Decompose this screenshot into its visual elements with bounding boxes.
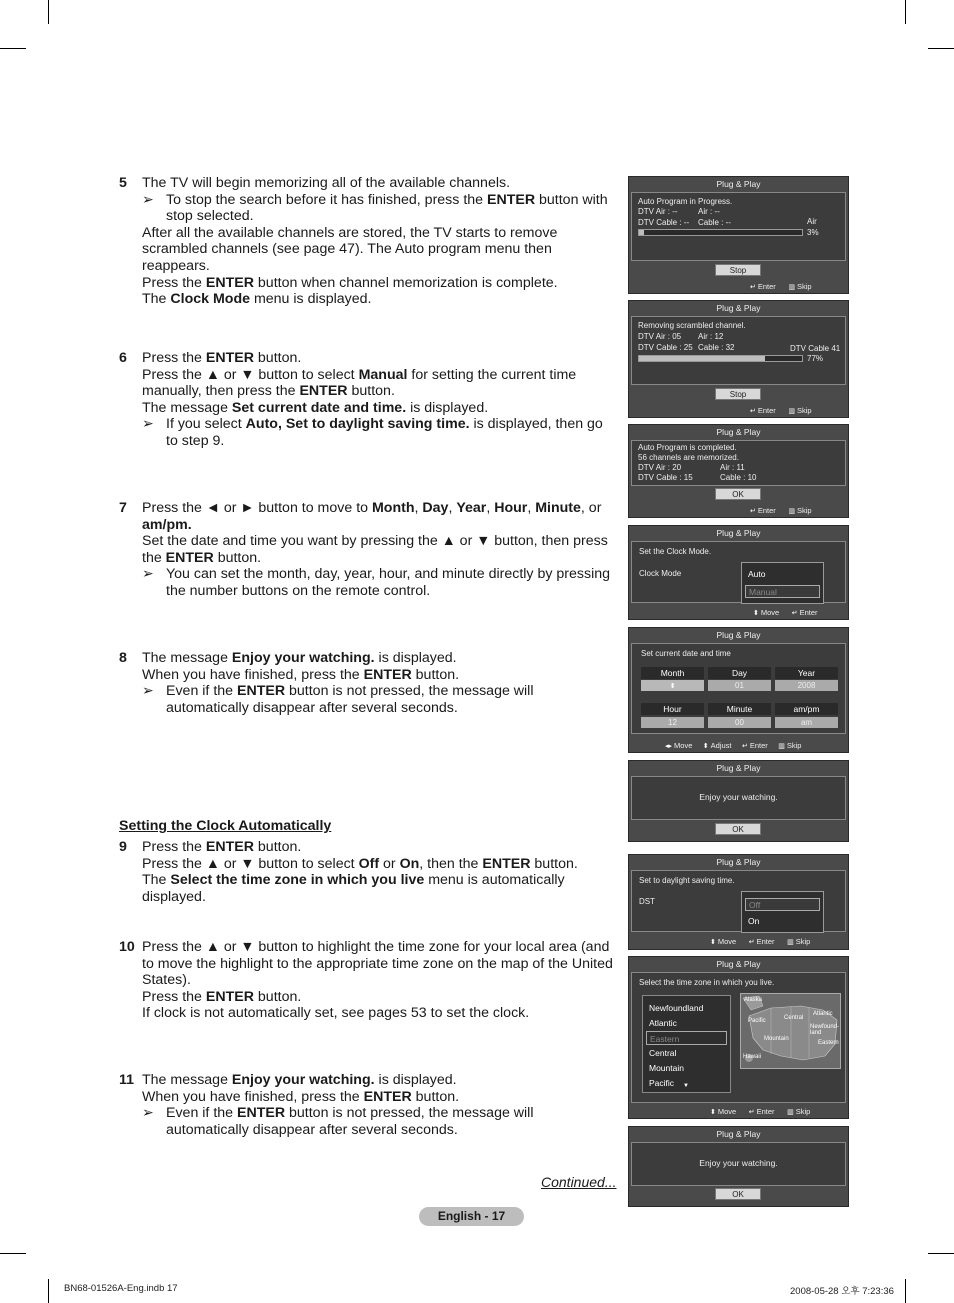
year-field[interactable]: 2008 (775, 680, 838, 691)
ampm-field[interactable]: am (775, 717, 838, 728)
dst-dropdown[interactable] (741, 891, 824, 933)
osd-message: Enjoy your watching. (699, 792, 778, 802)
crop-mark (905, 0, 906, 24)
osd-date-time (628, 627, 849, 753)
day-label: Day (708, 667, 771, 679)
step-text: Press the ◄ or ► button to move to Month, Day, Year, Hour, Minute, or am/pm. (142, 500, 602, 533)
osd-title: Plug & Play (716, 1129, 761, 1139)
step-text: The Clock Mode menu is displayed. (142, 291, 372, 308)
osd-text: Cable : 32 (698, 343, 735, 352)
step-7 (119, 500, 614, 600)
osd-text: DTV Cable : -- (638, 218, 690, 227)
month-label: Month (641, 667, 704, 679)
osd-text: Air : 11 (720, 463, 745, 472)
step-text: If clock is not automatically set, see pages 53 to set the clock. (142, 1005, 530, 1022)
osd-text: Set the Clock Mode. (639, 547, 712, 556)
progress-bar (638, 229, 803, 236)
continued-label: Continued... (541, 1174, 617, 1190)
step-5 (119, 175, 614, 308)
crop-mark (48, 0, 49, 24)
crop-mark (0, 1253, 26, 1254)
step-number: 6 (119, 350, 127, 366)
osd-text: Air : -- (698, 207, 720, 216)
osd-content (631, 192, 846, 261)
osd-auto-program-progress (628, 176, 849, 294)
osd-text: DTV Cable : 15 (638, 473, 693, 482)
page-number-badge: English - 17 (419, 1207, 524, 1226)
osd-text: Air : 12 (698, 332, 724, 341)
ok-button[interactable]: OK (715, 488, 761, 500)
move-icon: ⬍ (710, 1109, 716, 1116)
osd-title: Plug & Play (716, 303, 761, 313)
ampm-label: am/pm (775, 703, 838, 715)
skip-icon: ▥ (788, 284, 795, 291)
map-label: Alaska (744, 997, 763, 1003)
step-text: Set the date and time you want by pressing the ▲ or ▼ button, then press the ENTER button. (142, 533, 608, 566)
ok-button[interactable]: OK (715, 823, 761, 835)
osd-content (631, 870, 846, 932)
osd-footer: ↵ Enter ▥ Skip (750, 506, 812, 515)
crop-mark (0, 48, 26, 49)
tz-item[interactable]: Eastern (646, 1031, 727, 1045)
step-text: Press the ENTER button. (142, 839, 302, 855)
osd-title: Plug & Play (716, 427, 761, 437)
osd-text: DTV Air : 20 (638, 463, 682, 472)
chevron-up-down-icon: ⬍ (669, 683, 676, 690)
crop-mark (928, 48, 954, 49)
step-9 (119, 839, 614, 905)
map-label: Newfound-land (810, 1024, 840, 1036)
skip-icon: ▥ (788, 408, 795, 415)
step-6 (119, 350, 614, 450)
tz-item[interactable]: Central (649, 1048, 677, 1058)
hour-field[interactable]: 12 (641, 717, 704, 728)
osd-title: Plug & Play (716, 630, 761, 640)
arrow-icon: ➢ (142, 683, 154, 700)
map-label: Mountain (764, 1036, 789, 1042)
arrow-icon: ➢ (142, 1105, 154, 1122)
option-manual[interactable]: Manual (745, 585, 820, 598)
step-text: Press the ▲ or ▼ button to select Manual for setting the current time manually, then press the ENTER button. (142, 366, 577, 400)
enter-icon: ↵ (750, 284, 756, 291)
osd-content (631, 776, 846, 820)
map-label: Central (784, 1015, 804, 1021)
osd-text: Select the time zone in which you live. (639, 978, 775, 987)
osd-content (631, 316, 846, 385)
clock-mode-dropdown[interactable] (741, 562, 824, 604)
skip-icon: ▥ (787, 1109, 794, 1116)
hour-label: Hour (641, 703, 704, 715)
osd-footer: ↵ Enter ▥ Skip (750, 406, 812, 415)
up-down-icon: ⬍ (702, 743, 709, 750)
osd-clock-mode (628, 525, 849, 620)
arrow-icon: ➢ (142, 191, 154, 208)
map-label: Pacific (748, 1018, 766, 1024)
osd-text: Air (807, 217, 817, 226)
option-auto[interactable]: Auto (748, 569, 766, 579)
osd-text: DTV Cable : 25 (638, 343, 693, 352)
enter-icon: ↵ (748, 1109, 755, 1116)
arrow-icon: ➢ (142, 566, 154, 583)
time-zone-list[interactable] (642, 995, 731, 1093)
osd-text: Set to daylight saving time. (639, 876, 735, 885)
step-11 (119, 1072, 614, 1138)
osd-content (631, 440, 846, 486)
osd-title: Plug & Play (716, 857, 761, 867)
osd-text: Auto Program is completed. (638, 443, 737, 452)
osd-auto-program-completed (628, 424, 849, 518)
us-time-zone-map (740, 993, 841, 1069)
step-text: The message Enjoy your watching. is displayed. (142, 650, 457, 666)
osd-content (631, 643, 846, 734)
map-label: Atlantic (813, 1011, 833, 1017)
map-label: Eastern (818, 1040, 839, 1046)
stop-button[interactable]: Stop (715, 264, 761, 276)
step-number: 5 (119, 175, 127, 191)
osd-title: Plug & Play (716, 179, 761, 189)
step-text: When you have finished, press the ENTER button. (142, 1088, 460, 1105)
section-title: Setting the Clock Automatically (119, 818, 332, 834)
arrow-icon: ➢ (142, 416, 154, 433)
enter-icon: ↵ (748, 939, 755, 946)
osd-text: 56 channels are memorized. (638, 453, 739, 462)
osd-text: Auto Program in Progress. (638, 197, 733, 206)
osd-text: DTV Air : 05 (638, 332, 682, 341)
osd-text: DTV Air : -- (638, 207, 678, 216)
osd-message: Enjoy your watching. (699, 1158, 778, 1168)
year-label: Year (775, 667, 838, 679)
osd-footer: ◂▸ Move ⬍ Adjust ↵ Enter ▥ Skip (665, 741, 802, 750)
option-off[interactable]: Off (745, 898, 820, 911)
left-right-icon: ◂▸ (665, 743, 673, 750)
day-field[interactable]: 01 (708, 680, 771, 691)
tz-item[interactable]: Newfoundland (649, 1003, 704, 1013)
osd-title: Plug & Play (716, 763, 761, 773)
dst-label: DST (639, 897, 655, 906)
crop-mark (905, 1279, 906, 1303)
move-icon: ⬍ (710, 939, 716, 946)
crop-mark (928, 1253, 954, 1254)
enter-icon: ↵ (750, 408, 756, 415)
option-on[interactable]: On (748, 916, 760, 926)
minute-label: Minute (708, 703, 771, 715)
osd-daylight-saving (628, 854, 849, 950)
osd-content (631, 972, 846, 1103)
step-note: ➢ If you select Auto, Set to daylight saving time. is displayed, then go to step 9. (142, 416, 603, 449)
osd-text: 3% (807, 228, 819, 237)
step-note: ➢ Even if the ENTER button is not pressed, the message will automatically disappear after several seconds. (142, 1105, 534, 1138)
step-number: 9 (119, 839, 127, 855)
crop-mark (48, 1279, 49, 1303)
osd-text: Removing scrambled channel. (638, 321, 746, 330)
step-number: 8 (119, 650, 127, 666)
month-field[interactable] (641, 680, 704, 691)
tz-item[interactable]: Pacific (649, 1078, 675, 1088)
osd-enjoy-watching (628, 760, 849, 842)
stop-button[interactable]: Stop (715, 388, 761, 400)
step-note: ➢ You can set the month, day, year, hour, and minute directly by pressing the number buttons on the remote control. (142, 566, 611, 599)
osd-footer: ⬍ Move ↵ Enter ▥ Skip (710, 937, 811, 946)
tz-item[interactable]: Mountain (649, 1063, 684, 1073)
step-text: Press the ENTER button when channel memorization is complete. (142, 274, 558, 291)
step-text: After all the available channels are stored, the TV starts to remove scrambled channels (see page 47). The Auto program menu then reappears. (142, 224, 558, 274)
step-number: 10 (119, 939, 135, 955)
skip-icon: ▥ (778, 743, 785, 750)
skip-icon: ▥ (788, 508, 795, 515)
osd-text: DTV Cable 41 (790, 344, 841, 353)
step-text: Press the ▲ or ▼ button to select Off or On, then the ENTER button. (142, 855, 578, 872)
step-text: The message Enjoy your watching. is displayed. (142, 1072, 457, 1088)
osd-title: Plug & Play (716, 528, 761, 538)
step-number: 11 (119, 1072, 134, 1088)
osd-time-zone (628, 956, 849, 1119)
osd-footer: ⬍ Move ↵ Enter (753, 608, 818, 617)
step-note: ➢ To stop the search before it has finished, press the ENTER button with stop selected. (142, 191, 608, 225)
step-text: The message Set current date and time. is displayed. (142, 399, 489, 416)
ok-button[interactable]: OK (715, 1188, 761, 1200)
step-text: The Select the time zone in which you live menu is automatically displayed. (142, 872, 565, 905)
enter-icon: ↵ (750, 508, 756, 515)
step-text: Press the ▲ or ▼ button to highlight the time zone for your local area (and to move the highlight to the appropriate time zone on the map of the United States). (142, 939, 613, 989)
clock-mode-label: Clock Mode (639, 569, 682, 578)
skip-icon: ▥ (787, 939, 794, 946)
osd-title: Plug & Play (716, 959, 761, 969)
footer-file-info: BN68-01526A-Eng.indb 17 (64, 1283, 178, 1294)
step-number: 7 (119, 500, 127, 516)
footer-timestamp: 2008-05-28 오후 7:23:36 (790, 1286, 894, 1297)
minute-field[interactable]: 00 (708, 717, 771, 728)
move-icon: ⬍ (753, 610, 759, 617)
osd-removing-scrambled (628, 300, 849, 418)
progress-bar (638, 355, 803, 362)
osd-content (631, 541, 846, 603)
step-text: When you have finished, press the ENTER button. (142, 666, 460, 683)
step-text: The TV will begin memorizing all of the available channels. (142, 175, 511, 191)
osd-text: Cable : -- (698, 218, 731, 227)
enter-icon: ↵ (791, 610, 798, 617)
step-10 (119, 939, 614, 1022)
osd-enjoy-watching-2 (628, 1126, 849, 1207)
scroll-down-icon[interactable]: ▼ (683, 1083, 689, 1089)
step-8 (119, 650, 614, 716)
osd-text: 77% (807, 354, 824, 363)
step-text: Press the ENTER button. (142, 350, 302, 366)
map-label: Hawaii (743, 1054, 762, 1060)
step-text: Press the ENTER button. (142, 988, 302, 1005)
osd-footer: ↵ Enter ▥ Skip (750, 282, 812, 291)
osd-text: Set current date and time (641, 649, 731, 658)
osd-footer: ⬍ Move ↵ Enter ▥ Skip (710, 1107, 811, 1116)
step-note: ➢ Even if the ENTER button is not pressed, the message will automatically disappear after several seconds. (142, 683, 534, 716)
osd-text: Cable : 10 (720, 473, 757, 482)
osd-content (631, 1142, 846, 1186)
tz-item[interactable]: Atlantic (649, 1018, 677, 1028)
enter-icon: ↵ (741, 743, 748, 750)
